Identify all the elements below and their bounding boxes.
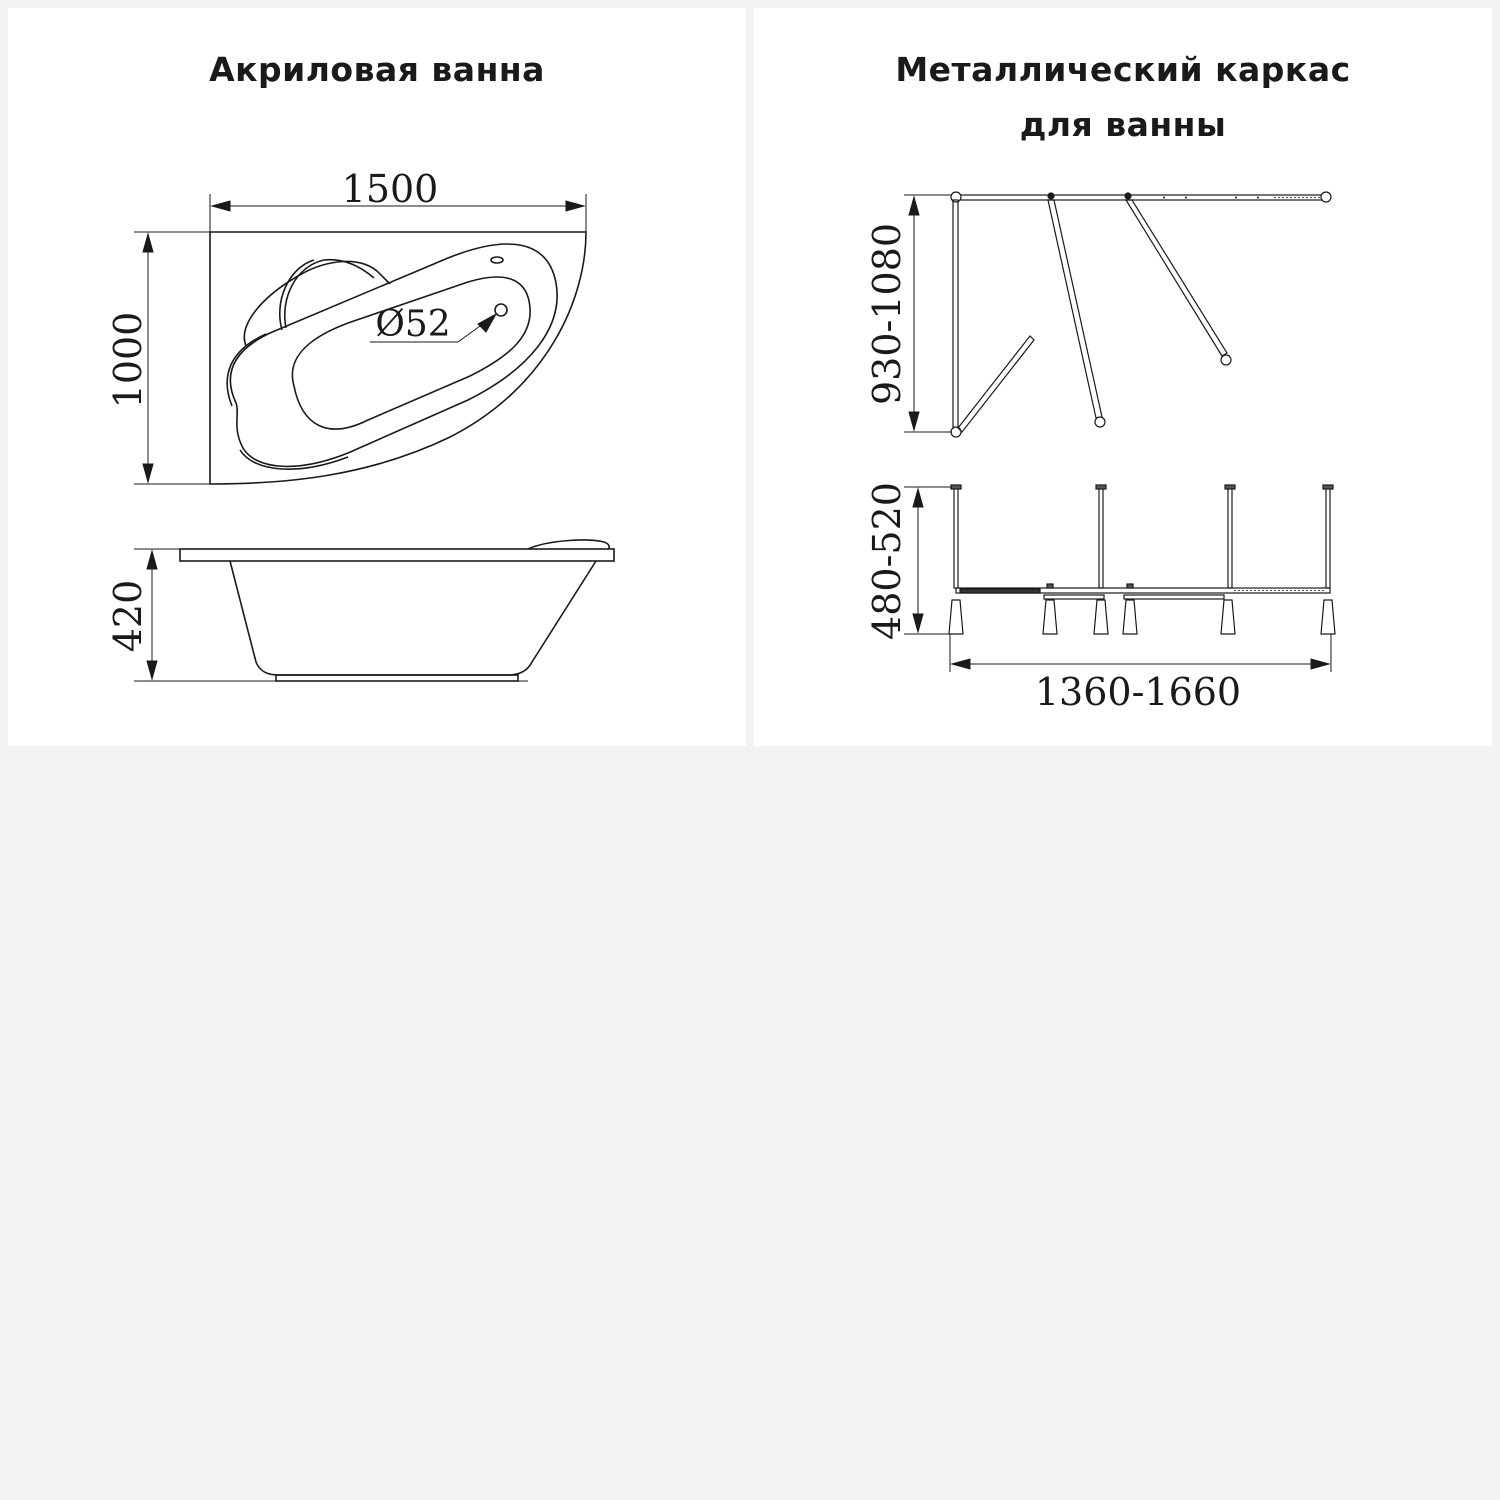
bathtub-top-view (210, 232, 586, 484)
frame-side-view (949, 485, 1335, 634)
frame-length-dimension (950, 634, 1331, 672)
frame-posts (951, 485, 1333, 588)
frame-height-dimension (904, 487, 952, 634)
frame-depth-label: 930-1080 (865, 222, 909, 406)
height-label: 420 (106, 579, 150, 653)
acrylic-bathtub-panel (8, 8, 746, 746)
acrylic-bathtub-title: Акриловая ванна (209, 50, 545, 89)
width-label: 1500 (341, 167, 439, 211)
frame-drawing (754, 8, 1492, 746)
frame-top-view (951, 192, 1331, 437)
bathtub-drawing (8, 8, 746, 746)
frame-height-label: 480-520 (865, 482, 909, 640)
bathtub-side-view (180, 540, 614, 681)
metal-frame-title-line2: для ванны (1019, 105, 1227, 144)
empty-background-area (0, 754, 1500, 1500)
metal-frame-title-line1: Металлический каркас (895, 50, 1351, 89)
frame-length-label: 1360-1660 (1034, 670, 1242, 714)
metal-frame-panel (754, 8, 1492, 746)
drain-label: Ø52 (375, 304, 451, 345)
height-dimension (134, 549, 528, 681)
frame-depth-dimension (904, 195, 952, 432)
depth-label: 1000 (106, 311, 150, 409)
